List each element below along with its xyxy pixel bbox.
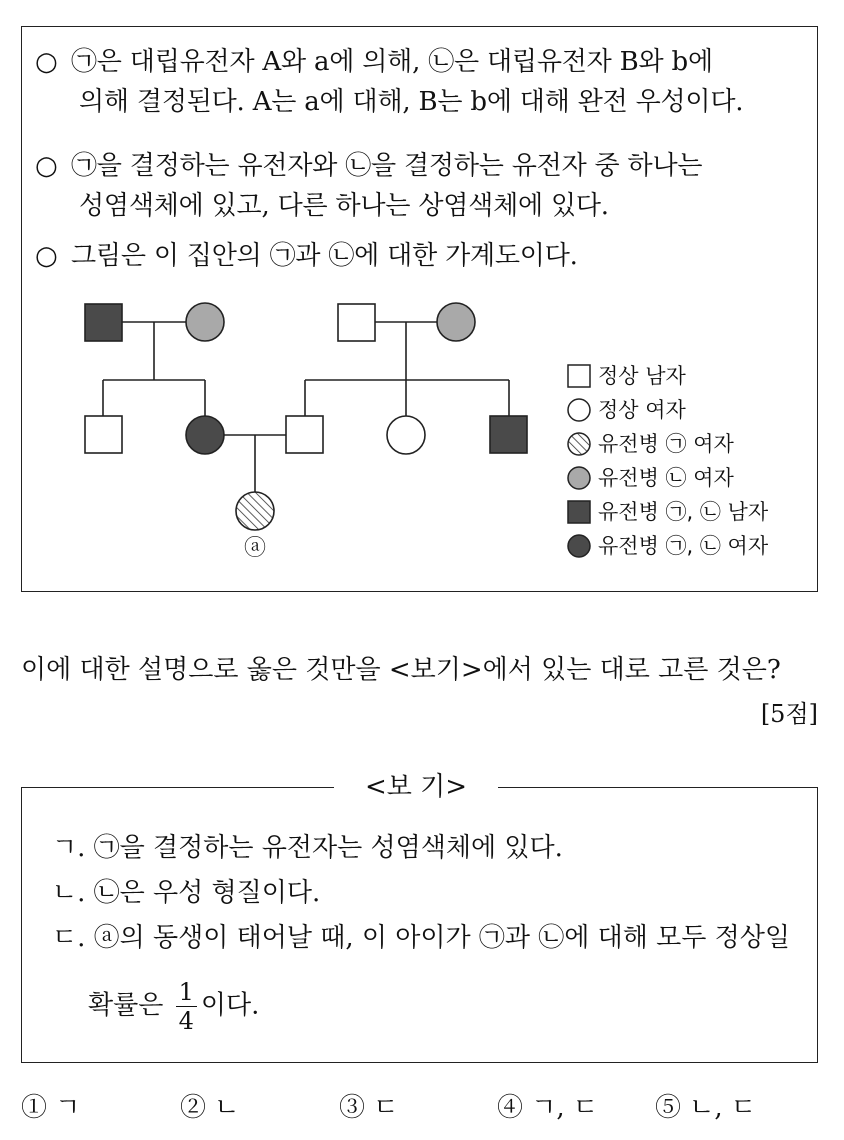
legend-item xyxy=(566,359,768,393)
pedigree-lines xyxy=(103,322,509,492)
choice-number: ① xyxy=(21,1093,48,1123)
pedigree-female-normal xyxy=(387,416,425,454)
bogi-item-text: ⓐ의 동생이 태어날 때, 이 아이가 ㉠과 ㉡에 대해 모두 정상일 xyxy=(93,923,791,953)
pedigree-male-normal xyxy=(286,416,323,453)
choice-number: ③ xyxy=(339,1093,366,1123)
bogi-border-top xyxy=(498,787,818,788)
choice-text: ㄷ xyxy=(373,1093,399,1123)
legend-item xyxy=(566,393,768,427)
choice-2[interactable] xyxy=(180,1090,239,1126)
choice-5[interactable] xyxy=(655,1090,756,1126)
bullet-text-line: 의해 결정된다. A는 a에 대해, B는 b에 대해 완전 우성이다. xyxy=(79,87,744,117)
individual-a-label: ⓐ xyxy=(243,536,267,561)
pedigree-male-affected-both xyxy=(490,416,527,453)
circle-white-icon xyxy=(566,397,592,423)
bogi-item-3-line2 xyxy=(88,978,259,1035)
bullet-text-line: ㉠을 결정하는 유전자와 ㉡을 결정하는 유전자 중 하나는 xyxy=(71,151,703,181)
pedigree-legend xyxy=(566,359,768,563)
bullet-marker: ○ xyxy=(35,241,58,271)
choice-text: ㄱ, ㄷ xyxy=(531,1093,599,1123)
square-dark-icon xyxy=(566,499,592,525)
choice-1[interactable] xyxy=(21,1090,80,1126)
bullet-text-line: 성염색체에 있고, 다른 하나는 상염색체에 있다. xyxy=(79,191,609,221)
legend-label: 유전병 ㉠, ㉡ 남자 xyxy=(598,500,769,524)
choice-number: ⑤ xyxy=(655,1093,682,1123)
legend-label: 유전병 ㉠, ㉡ 여자 xyxy=(598,534,769,558)
choice-text: ㄴ, ㄷ xyxy=(689,1093,757,1123)
legend-item xyxy=(566,461,768,495)
bogi-item-text: 확률은 xyxy=(88,990,164,1021)
bogi-title: <보 기> xyxy=(334,770,498,804)
choice-3[interactable] xyxy=(339,1090,398,1126)
bogi-item-2 xyxy=(52,873,320,913)
bogi-item-text: ㉡은 우성 형질이다. xyxy=(93,878,321,908)
bogi-item-text: 이다. xyxy=(200,990,260,1021)
bullet-text-line: 그림은 이 집안의 ㉠과 ㉡에 대한 가계도이다. xyxy=(71,241,578,271)
bullet-marker: ○ xyxy=(35,151,58,181)
bogi-border-top xyxy=(21,787,334,788)
pedigree-male-affected-both xyxy=(85,304,122,341)
legend-label: 유전병 ㉠ 여자 xyxy=(598,432,734,456)
bogi-item-label: ㄷ. xyxy=(52,923,86,953)
bogi-item-label: ㄴ. xyxy=(52,878,86,908)
choice-number: ④ xyxy=(497,1093,524,1123)
bogi-item-1 xyxy=(52,828,563,868)
legend-label: 유전병 ㉡ 여자 xyxy=(598,466,734,490)
fraction-denominator: 4 xyxy=(178,1007,194,1035)
legend-label: 정상 남자 xyxy=(598,364,686,388)
bullet-text-line: ㉠은 대립유전자 A와 a에 의해, ㉡은 대립유전자 B와 b에 xyxy=(71,47,713,77)
bogi-item-text: ㉠을 결정하는 유전자는 성염색체에 있다. xyxy=(93,833,563,863)
circle-dark-icon xyxy=(566,533,592,559)
question-points: [5점] xyxy=(760,700,818,728)
fraction-numerator: 1 xyxy=(176,978,197,1007)
pedigree-male-normal xyxy=(338,304,375,341)
question-text: 이에 대한 설명으로 옳은 것만을 <보기>에서 있는 대로 고른 것은? xyxy=(21,655,781,685)
choice-number: ② xyxy=(180,1093,207,1123)
legend-item xyxy=(566,529,768,563)
legend-item xyxy=(566,427,768,461)
pedigree-female-affected-b xyxy=(186,303,224,341)
legend-item xyxy=(566,495,768,529)
choice-text: ㄱ xyxy=(55,1093,81,1123)
choice-4[interactable] xyxy=(497,1090,598,1126)
bogi-item-3 xyxy=(52,918,790,958)
legend-label: 정상 여자 xyxy=(598,398,686,422)
pedigree-female-affected-both xyxy=(186,416,224,454)
fraction xyxy=(176,978,197,1035)
pedigree-female-affected-a xyxy=(236,492,274,530)
square-white-icon xyxy=(566,363,592,389)
pedigree-male-normal xyxy=(85,416,122,453)
pedigree-female-affected-b xyxy=(437,303,475,341)
circle-hatched-icon xyxy=(566,431,592,457)
choice-text: ㄴ xyxy=(214,1093,240,1123)
bogi-item-label: ㄱ. xyxy=(52,833,86,863)
bullet-marker: ○ xyxy=(35,47,58,77)
circle-gray-icon xyxy=(566,465,592,491)
